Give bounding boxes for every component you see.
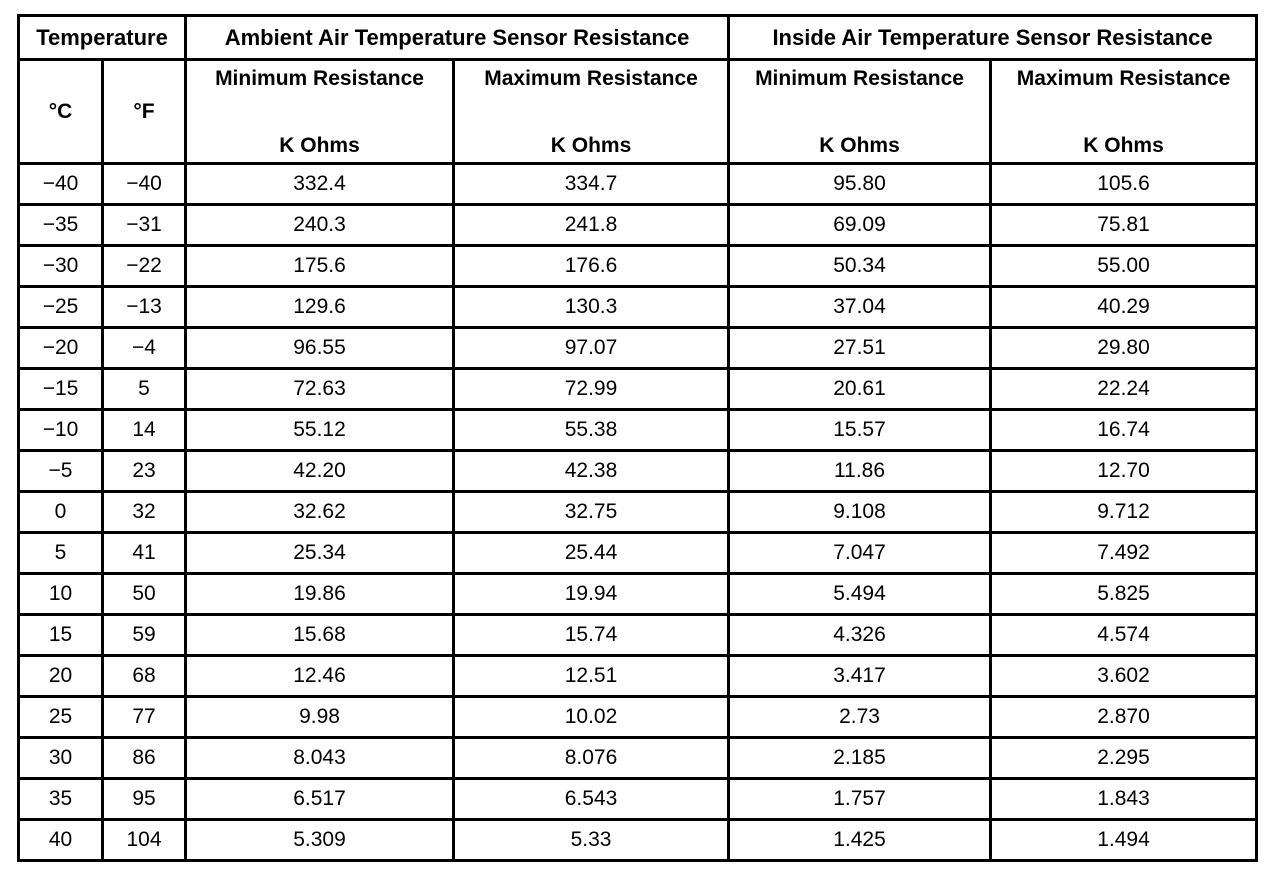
inside-min-cell: 2.185 — [729, 738, 991, 779]
ambient-max-cell: 97.07 — [454, 328, 729, 369]
inside-max-cell: 2.870 — [991, 697, 1257, 738]
ambient-min-unit: K Ohms — [279, 134, 360, 157]
inside-min-cell: 37.04 — [729, 287, 991, 328]
ambient-max-cell: 5.33 — [454, 820, 729, 861]
table-row — [19, 410, 1257, 451]
celsius-cell: 5 — [19, 533, 103, 574]
fahrenheit-cell: 77 — [103, 697, 186, 738]
celsius-cell: 25 — [19, 697, 103, 738]
table-row — [19, 615, 1257, 656]
inside-max-cell: 5.825 — [991, 574, 1257, 615]
fahrenheit-cell: 50 — [103, 574, 186, 615]
inside-max-cell: 7.492 — [991, 533, 1257, 574]
fahrenheit-cell: −31 — [103, 205, 186, 246]
inside-min-unit: K Ohms — [819, 134, 900, 157]
sub-header-row — [19, 60, 1257, 164]
inside-sensor-header: Inside Air Temperature Sensor Resistance — [729, 16, 1257, 60]
table-row — [19, 205, 1257, 246]
inside-min-cell: 27.51 — [729, 328, 991, 369]
inside-max-header — [991, 60, 1257, 164]
inside-max-cell: 40.29 — [991, 287, 1257, 328]
inside-min-header — [729, 60, 991, 164]
inside-min-cell: 69.09 — [729, 205, 991, 246]
inside-max-cell: 9.712 — [991, 492, 1257, 533]
fahrenheit-cell: 104 — [103, 820, 186, 861]
fahrenheit-cell: −13 — [103, 287, 186, 328]
table-row — [19, 656, 1257, 697]
ambient-max-cell: 15.74 — [454, 615, 729, 656]
ambient-max-cell: 6.543 — [454, 779, 729, 820]
inside-max-cell: 1.843 — [991, 779, 1257, 820]
table-row — [19, 369, 1257, 410]
ambient-max-label: Maximum Resistance — [484, 67, 698, 90]
inside-max-cell: 4.574 — [991, 615, 1257, 656]
ambient-max-cell: 72.99 — [454, 369, 729, 410]
ambient-min-cell: 15.68 — [186, 615, 454, 656]
ambient-min-cell: 19.86 — [186, 574, 454, 615]
celsius-cell: 0 — [19, 492, 103, 533]
ambient-min-cell: 72.63 — [186, 369, 454, 410]
inside-max-cell: 75.81 — [991, 205, 1257, 246]
celsius-cell: −35 — [19, 205, 103, 246]
fahrenheit-cell: 23 — [103, 451, 186, 492]
ambient-min-cell: 12.46 — [186, 656, 454, 697]
ambient-min-cell: 129.6 — [186, 287, 454, 328]
ambient-max-cell: 55.38 — [454, 410, 729, 451]
group-header-row — [19, 16, 1257, 60]
inside-max-cell: 1.494 — [991, 820, 1257, 861]
inside-min-label: Minimum Resistance — [755, 67, 964, 90]
fahrenheit-cell: 5 — [103, 369, 186, 410]
inside-min-cell: 2.73 — [729, 697, 991, 738]
inside-max-cell: 16.74 — [991, 410, 1257, 451]
ambient-max-cell: 130.3 — [454, 287, 729, 328]
inside-max-unit: K Ohms — [1083, 134, 1164, 157]
ambient-max-cell: 19.94 — [454, 574, 729, 615]
fahrenheit-cell: −4 — [103, 328, 186, 369]
table-row — [19, 451, 1257, 492]
ambient-min-cell: 42.20 — [186, 451, 454, 492]
inside-min-cell: 7.047 — [729, 533, 991, 574]
table-row — [19, 533, 1257, 574]
fahrenheit-cell: 41 — [103, 533, 186, 574]
celsius-cell: −10 — [19, 410, 103, 451]
table-row — [19, 574, 1257, 615]
ambient-min-header — [186, 60, 454, 164]
ambient-min-cell: 175.6 — [186, 246, 454, 287]
table-row — [19, 820, 1257, 861]
inside-min-cell: 3.417 — [729, 656, 991, 697]
ambient-max-cell: 12.51 — [454, 656, 729, 697]
celsius-cell: −15 — [19, 369, 103, 410]
ambient-max-unit: K Ohms — [550, 134, 632, 157]
fahrenheit-header: °F — [103, 60, 186, 164]
celsius-cell: 10 — [19, 574, 103, 615]
table-row — [19, 779, 1257, 820]
ambient-min-cell: 25.34 — [186, 533, 454, 574]
fahrenheit-cell: 14 — [103, 410, 186, 451]
ambient-max-cell: 334.7 — [454, 164, 729, 205]
ambient-min-cell: 5.309 — [186, 820, 454, 861]
ambient-min-cell: 332.4 — [186, 164, 454, 205]
inside-min-cell: 11.86 — [729, 451, 991, 492]
celsius-cell: 20 — [19, 656, 103, 697]
ambient-min-label: Minimum Resistance — [215, 67, 424, 90]
inside-max-cell: 3.602 — [991, 656, 1257, 697]
celsius-cell: −20 — [19, 328, 103, 369]
table-row — [19, 697, 1257, 738]
ambient-max-cell: 8.076 — [454, 738, 729, 779]
inside-min-cell: 4.326 — [729, 615, 991, 656]
table-body — [19, 164, 1257, 861]
fahrenheit-cell: 95 — [103, 779, 186, 820]
fahrenheit-cell: −22 — [103, 246, 186, 287]
ambient-sensor-header: Ambient Air Temperature Sensor Resistance — [186, 16, 729, 60]
inside-min-cell: 50.34 — [729, 246, 991, 287]
celsius-cell: −5 — [19, 451, 103, 492]
table-row — [19, 328, 1257, 369]
ambient-max-header — [454, 60, 729, 164]
inside-min-cell: 95.80 — [729, 164, 991, 205]
fahrenheit-cell: 68 — [103, 656, 186, 697]
celsius-cell: 30 — [19, 738, 103, 779]
inside-max-cell: 2.295 — [991, 738, 1257, 779]
temperature-header: Temperature — [19, 16, 186, 60]
celsius-cell: −30 — [19, 246, 103, 287]
table-row — [19, 492, 1257, 533]
inside-max-cell: 105.6 — [991, 164, 1257, 205]
ambient-min-cell: 32.62 — [186, 492, 454, 533]
celsius-cell: 40 — [19, 820, 103, 861]
table-row — [19, 738, 1257, 779]
inside-min-cell: 1.425 — [729, 820, 991, 861]
sensor-resistance-table — [17, 14, 1258, 862]
inside-min-cell: 5.494 — [729, 574, 991, 615]
fahrenheit-cell: 32 — [103, 492, 186, 533]
inside-max-cell: 22.24 — [991, 369, 1257, 410]
ambient-max-cell: 241.8 — [454, 205, 729, 246]
ambient-min-cell: 9.98 — [186, 697, 454, 738]
ambient-min-cell: 240.3 — [186, 205, 454, 246]
inside-max-label: Maximum Resistance — [1016, 67, 1231, 90]
ambient-max-cell: 10.02 — [454, 697, 729, 738]
table-row — [19, 246, 1257, 287]
celsius-cell: 15 — [19, 615, 103, 656]
ambient-max-cell: 25.44 — [454, 533, 729, 574]
ambient-max-cell: 32.75 — [454, 492, 729, 533]
inside-max-cell: 55.00 — [991, 246, 1257, 287]
inside-min-cell: 20.61 — [729, 369, 991, 410]
celsius-cell: 35 — [19, 779, 103, 820]
celsius-cell: −25 — [19, 287, 103, 328]
fahrenheit-cell: −40 — [103, 164, 186, 205]
ambient-min-cell: 8.043 — [186, 738, 454, 779]
fahrenheit-cell: 86 — [103, 738, 186, 779]
inside-min-cell: 9.108 — [729, 492, 991, 533]
fahrenheit-cell: 59 — [103, 615, 186, 656]
inside-max-cell: 29.80 — [991, 328, 1257, 369]
celsius-cell: −40 — [19, 164, 103, 205]
table-row — [19, 164, 1257, 205]
table-row — [19, 287, 1257, 328]
inside-min-cell: 15.57 — [729, 410, 991, 451]
inside-max-cell: 12.70 — [991, 451, 1257, 492]
ambient-max-cell: 176.6 — [454, 246, 729, 287]
inside-min-cell: 1.757 — [729, 779, 991, 820]
ambient-min-cell: 55.12 — [186, 410, 454, 451]
ambient-min-cell: 96.55 — [186, 328, 454, 369]
ambient-max-cell: 42.38 — [454, 451, 729, 492]
celsius-header: °C — [19, 60, 103, 164]
ambient-min-cell: 6.517 — [186, 779, 454, 820]
